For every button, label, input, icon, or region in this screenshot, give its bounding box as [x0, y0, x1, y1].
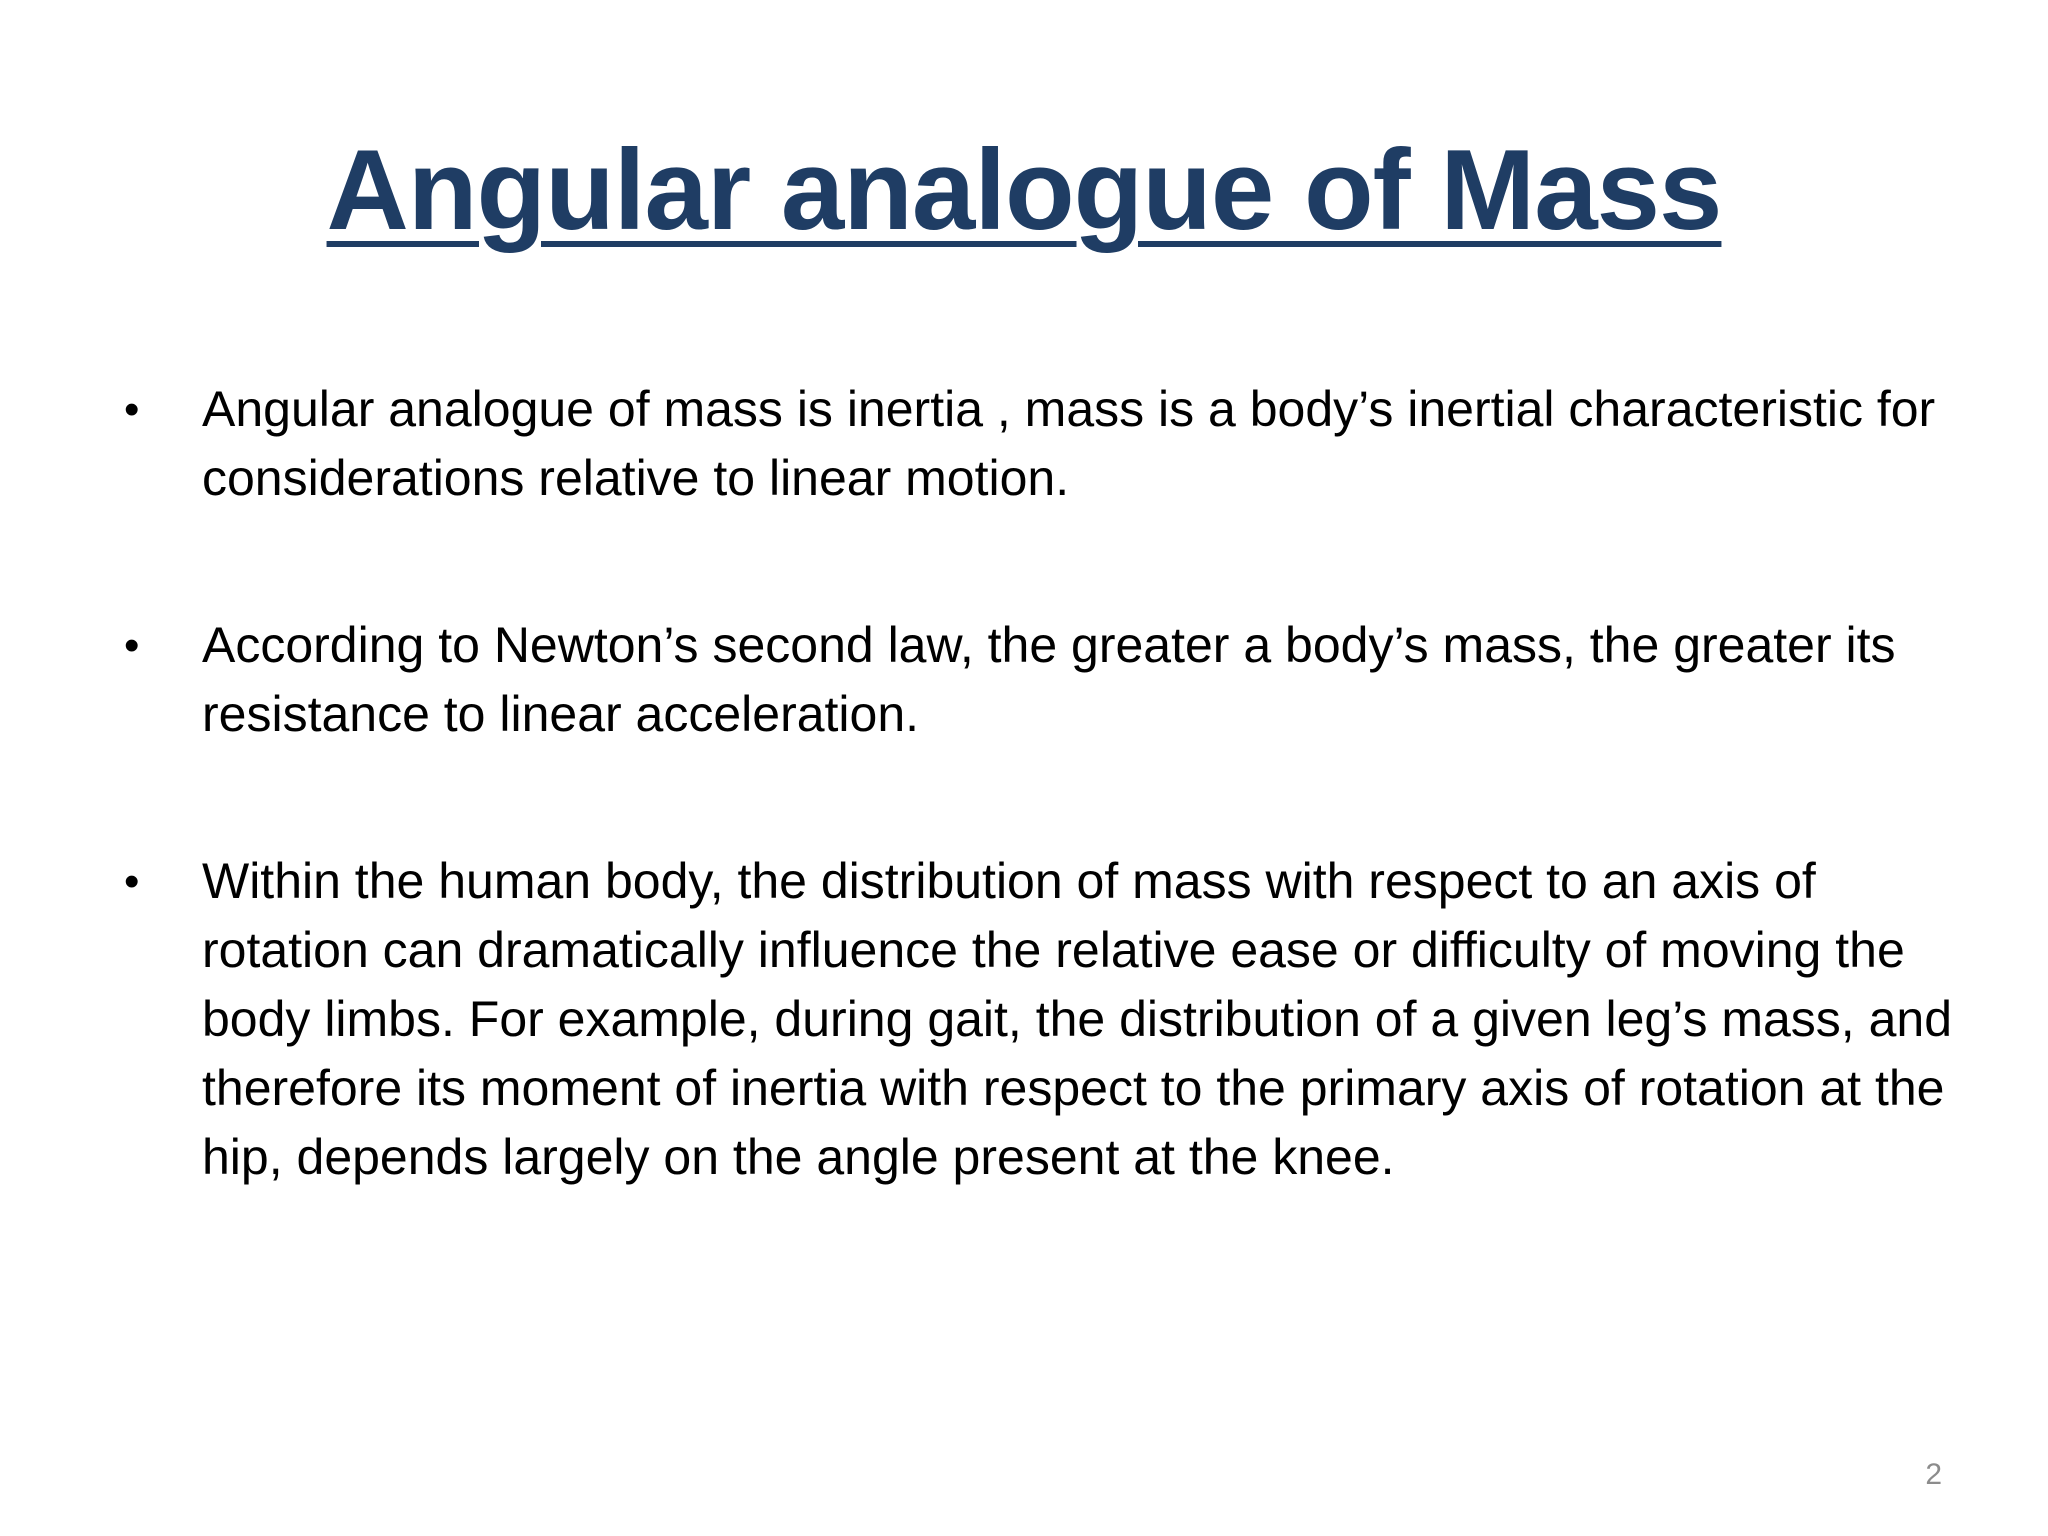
bullet-text: Within the human body, the distribution of mass with respect to an axis of rotation can dramatically influence the relative ease or difficulty of moving the body limbs. For example, during gait, the distribution of a given leg’s mass, and therefore its moment of inertia with respect to the primary axis of rotation at the hip, depends largely on the angle present at the knee.	[202, 853, 1952, 1185]
slide-title	[0, 128, 2048, 253]
page-number: 2	[1925, 1458, 1942, 1491]
bullet-item	[118, 847, 1958, 1192]
bullet-item	[118, 611, 1958, 749]
bullet-marker: •	[124, 857, 140, 906]
bullet-marker: •	[124, 621, 140, 670]
bullet-text: According to Newton’s second law, the greater a body’s mass, the greater its resistance to linear acceleration.	[202, 617, 1896, 742]
bullet-item	[118, 375, 1958, 513]
slide-title-text: Angular analogue of Mass	[326, 127, 1722, 254]
bullet-text: Angular analogue of mass is inertia , mass is a body’s inertial characteristic for considerations relative to linear motion.	[202, 381, 1936, 506]
bullet-marker: •	[124, 385, 140, 434]
bullet-list	[118, 375, 1958, 1290]
